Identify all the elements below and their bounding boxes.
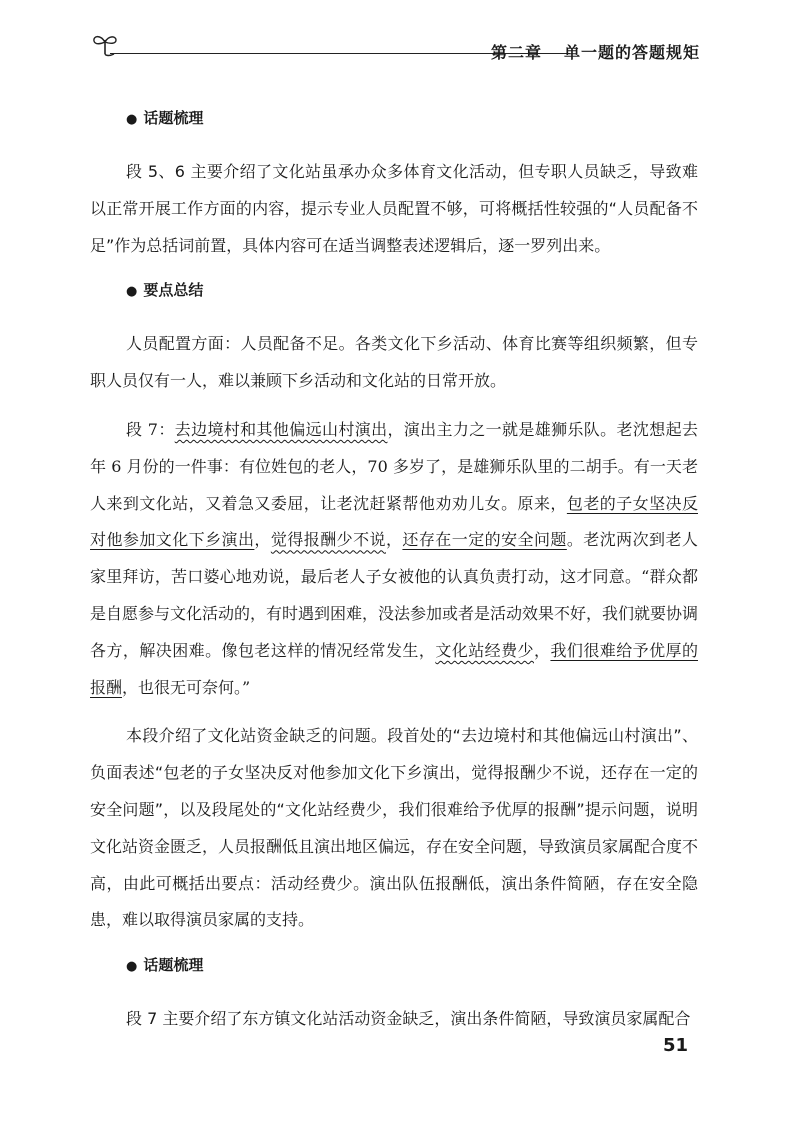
- underlined-phrase: 去边境村和其他偏远山村演出: [174, 419, 388, 439]
- bullet-icon: ●: [126, 112, 138, 127]
- page-header: [88, 30, 700, 64]
- underlined-phrase: 觉得报酬少不说: [270, 530, 386, 550]
- bullet-icon: ●: [126, 284, 138, 300]
- paragraph: 本段介绍了文化站资金缺乏的问题。段首处的“去边境村和其他偏远山村演出”、负面表述“包老的子女坚决反对他参加文化下乡演出，觉得报酬少不说，还存在一定的安全问题”，以及段尾处的“文化站经费少，我们很难给予优厚的报酬”提示问题，说明文化站资金匮乏，人员报酬低且演出地区偏远，存在安全问题，导致演员家属配合度不高，由此可概括出要点：活动经费少。演出队伍报酬低，演出条件简陋，存在安全隐患，难以取得演员家属的支持。: [90, 726, 699, 930]
- section-heading: ● 话题梳理: [126, 956, 204, 975]
- sprout-icon: [90, 30, 120, 60]
- page-number: 51: [662, 1035, 688, 1056]
- quoted-paragraph: 段 7：去边境村和其他偏远山村演出，演出主力之一就是雄狮乐队。老沈想起去年 6 月份的一件事：有位姓包的老人，70 多岁了，是雄狮乐队里的二胡手。有一天老人来到文化站，又着急又委屈，让老沈赶紧帮他劝劝儿女。原来，包老的子女坚决反对他参加文化下乡演出，觉得报酬少不说，还存在一定的安全问题。老沈两次到老人家里拜访，苦口婆心地劝说，最后老人子女被他的认真负责打动，这才同意。“群众都是自愿参与文化活动的，有时遇到困难，没法参加或者是活动效果不好，我们就要协调各方，解决困难。像包老这样的情况经常发生，文化站经费少，我们很难给予优厚的报酬，也很无可奈何。”: [90, 419, 699, 697]
- paragraph: 段 7 主要介绍了东方镇文化站活动资金缺乏，演出条件简陋，导致演员家属配合: [126, 1009, 691, 1029]
- chapter-title: 单一题的答题规矩: [563, 43, 700, 62]
- underlined-phrase: 我们很难给予优厚的报酬: [90, 640, 698, 697]
- page-body: [90, 104, 698, 1050]
- section-heading: ● 要点总结: [126, 281, 204, 300]
- paragraph: 人员配置方面：人员配备不足。各类文化下乡活动、体育比赛等组织频繁，但专职人员仅有一人，难以兼顾下乡活动和文化站的日常开放。: [90, 334, 698, 391]
- chapter-label: 第二章: [490, 43, 542, 62]
- underlined-phrase: 文化站经费少: [435, 640, 534, 660]
- underlined-phrase: 包老的子女坚决反对他参加文化下乡演出: [90, 493, 698, 550]
- bullet-icon: ●: [126, 959, 138, 975]
- header-title: [491, 40, 700, 63]
- section-heading: ● 话题梳理: [126, 109, 204, 127]
- underlined-phrase: 还存在一定的安全问题: [402, 530, 567, 550]
- paragraph: 段 5、6 主要介绍了文化站虽承办众多体育文化活动，但专职人员缺乏，导致难以正常开展工作方面的内容，提示专业人员配置不够，可将概括性较强的“人员配备不足”作为总括词前置，具体内容可在适当调整表述逻辑后，逐一罗列出来。: [90, 162, 698, 255]
